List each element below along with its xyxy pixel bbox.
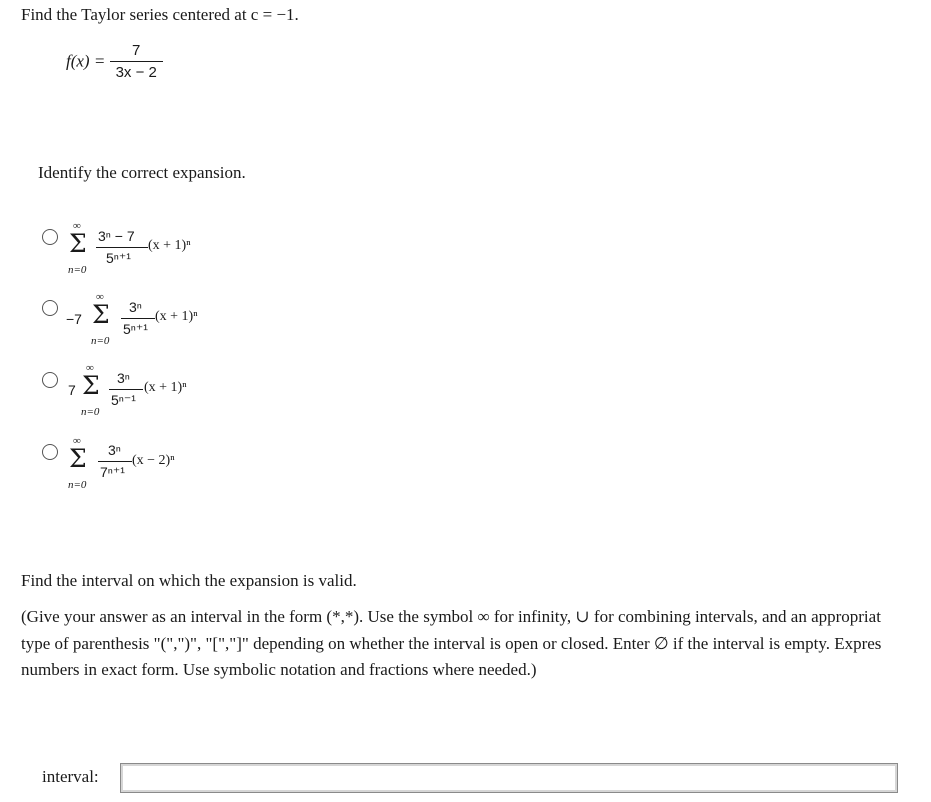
- function-lhs: f(x) =: [66, 51, 106, 71]
- option-3-denominator: 5ⁿ⁻¹: [111, 392, 136, 408]
- option-1-term: (x + 1)ⁿ: [148, 238, 191, 253]
- option-2-sigma-icon: Σ: [92, 300, 110, 329]
- option-4-denominator: 7ⁿ⁺¹: [100, 464, 125, 480]
- option-2-radio[interactable]: [42, 300, 58, 316]
- option-3-term: (x + 1)ⁿ: [144, 380, 187, 395]
- expansion-question: Identify the correct expansion.: [38, 163, 246, 182]
- option-2-coefficient: −7: [66, 311, 82, 327]
- option-2-sum-upper: ∞: [96, 291, 104, 303]
- option-1-sum-upper: ∞: [73, 220, 81, 232]
- option-4-sum-lower: n=0: [68, 479, 87, 491]
- option-3-fraction-bar: [109, 389, 143, 390]
- problem-prompt: Find the Taylor series centered at c = −1.: [21, 5, 299, 24]
- option-4-sum-upper: ∞: [73, 435, 81, 447]
- function-numerator: 7: [132, 42, 141, 59]
- function-definition: [66, 42, 163, 81]
- option-4-numerator: 3ⁿ: [108, 442, 121, 458]
- option-2-sum-lower: n=0: [91, 335, 110, 347]
- option-3-sigma-icon: Σ: [82, 371, 100, 400]
- function-fraction: [110, 42, 163, 81]
- option-2-fraction-bar: [121, 318, 155, 319]
- interval-label: interval:: [42, 767, 99, 786]
- option-3-sum-upper: ∞: [86, 362, 94, 374]
- option-1-sigma-icon: Σ: [69, 229, 87, 258]
- option-2-numerator: 3ⁿ: [129, 299, 142, 315]
- option-3-coefficient: 7: [68, 382, 76, 398]
- option-3-sum-lower: n=0: [81, 406, 100, 418]
- option-1-denominator: 5ⁿ⁺¹: [106, 250, 131, 266]
- function-denominator: 3x − 2: [110, 61, 163, 81]
- option-3-radio[interactable]: [42, 372, 58, 388]
- option-1-radio[interactable]: [42, 229, 58, 245]
- instructions-line-3: numbers in exact form. Use symbolic notation and fractions where needed.): [21, 660, 537, 679]
- option-1-sum-lower: n=0: [68, 264, 87, 276]
- instructions-line-2: type of parenthesis "(",")", "[","]" depending on whether the interval is open or closed. Enter ∅ if the interval is empty. Expres: [21, 634, 882, 653]
- option-2-denominator: 5ⁿ⁺¹: [123, 321, 148, 337]
- option-1-fraction-bar: [96, 247, 148, 248]
- option-4-radio[interactable]: [42, 444, 58, 460]
- option-4-sigma-icon: Σ: [69, 444, 87, 473]
- instructions-line-1: (Give your answer as an interval in the form (*,*). Use the symbol ∞ for infinity, ∪ for combining intervals, and an appropriat: [21, 607, 881, 626]
- option-2-term: (x + 1)ⁿ: [155, 309, 198, 324]
- interval-input[interactable]: [120, 763, 898, 793]
- option-3-numerator: 3ⁿ: [117, 370, 130, 386]
- interval-question: Find the interval on which the expansion is valid.: [21, 571, 357, 590]
- option-4-fraction-bar: [98, 461, 132, 462]
- option-1-numerator: 3ⁿ − 7: [98, 228, 135, 244]
- option-4-term: (x − 2)ⁿ: [132, 453, 175, 468]
